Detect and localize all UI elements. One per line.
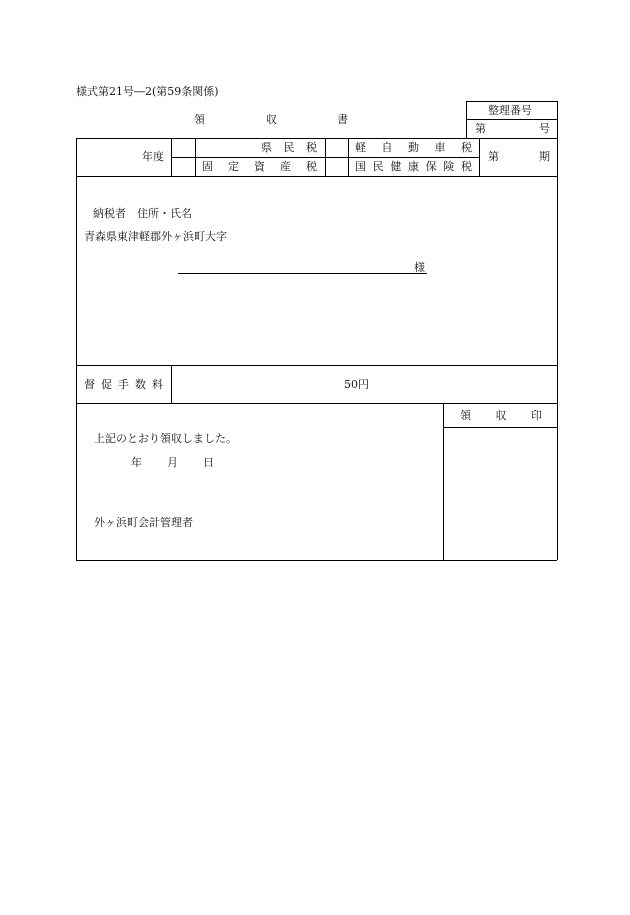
- reminder-fee-amount: 50円: [344, 378, 369, 391]
- title-char-1: 領: [194, 113, 205, 126]
- receipt-stamp-label: 領 収 印: [460, 409, 542, 422]
- reference-number-label: 整理番号: [488, 104, 532, 117]
- address-prefix: 青森県東津軽郡外ヶ浜町大字: [84, 230, 227, 243]
- received-text: 上記のとおり領収しました。: [94, 432, 237, 445]
- reference-number-suffix: 号: [539, 122, 550, 135]
- title-char-2: 収: [266, 113, 277, 126]
- taxpayer-label: 納税者 住所・氏名: [93, 207, 192, 220]
- administrator: 外ヶ浜町会計管理者: [94, 516, 193, 529]
- reference-number-prefix: 第: [475, 122, 486, 135]
- prefectural-tax-label: 県 民 税: [261, 141, 317, 154]
- national-health-tax-label: 国 民 健 康 保 険 税: [355, 160, 472, 173]
- light-vehicle-tax-label: 軽 自 動 車 税: [355, 141, 472, 154]
- form-reference: 様式第21号―2(第59条関係): [76, 85, 219, 98]
- date-year: 年: [131, 456, 142, 469]
- honorific: 様: [414, 261, 425, 274]
- date-month: 月: [167, 456, 178, 469]
- year-label: 年度: [142, 150, 164, 163]
- title-char-3: 書: [337, 113, 348, 126]
- period-prefix: 第: [488, 150, 499, 163]
- period-suffix: 期: [539, 150, 550, 163]
- date-day: 日: [203, 456, 214, 469]
- fixed-asset-tax-label: 固 定 資 産 税: [202, 160, 317, 173]
- name-underline: [178, 273, 427, 274]
- reminder-fee-label: 督 促 手 数 料: [84, 378, 163, 391]
